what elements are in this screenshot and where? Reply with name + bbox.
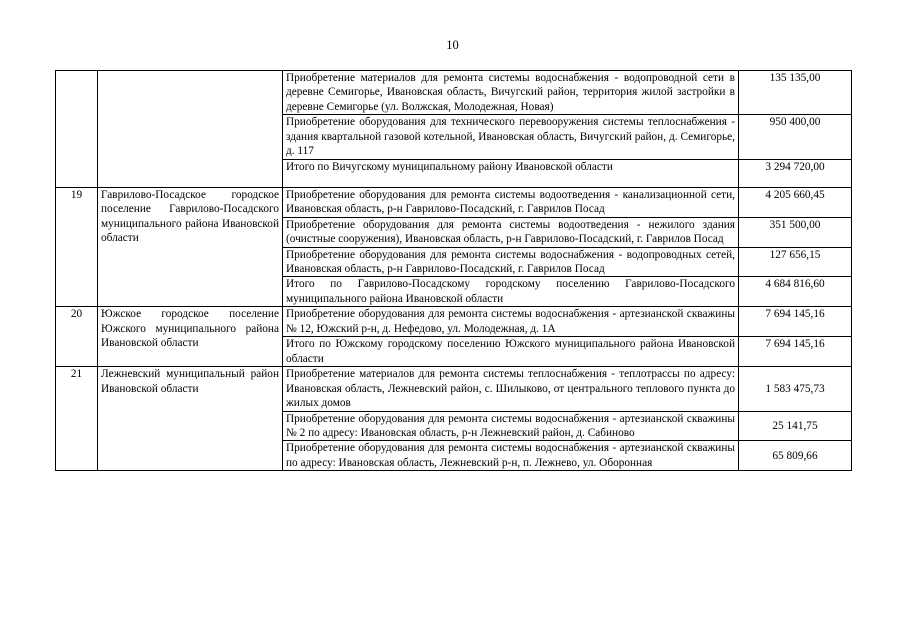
amount-cell: 127 656,15 [739,247,852,277]
row-number-cell [56,71,98,188]
description-cell: Приобретение оборудования для технического перевооружения системы теплоснабжения - здания квартальной газовой котельной, Ивановская область, Вичугский район, д. Семигорье, д. 117 [283,115,739,159]
municipality-cell [98,71,283,188]
description-cell: Приобретение материалов для ремонта системы водоснабжения - водопроводной сети в деревне Семигорье, Ивановская область, Вичугский район, территория жилой застройки в деревне Семигорье (ул. Волжская, Молодежная, Новая) [283,71,739,115]
description-cell: Приобретение оборудования для ремонта системы водоснабжения - артезианской скважины по адресу: Ивановская область, Лежневский р-н, п. Лежнево, ул. Оборонная [283,441,739,471]
amount-cell: 7 694 145,16 [739,307,852,337]
subtotal-description-cell: Итого по Южскому городскому поселению Южского муниципального района Ивановской области [283,337,739,367]
amount-cell: 1 583 475,73 [739,367,852,411]
description-cell: Приобретение оборудования для ремонта системы водоснабжения - водопроводных сетей, Ивановская область, р-н Гаврилово-Посадский, г. Гаврилов Посад [283,247,739,277]
amount-cell: 351 500,00 [739,217,852,247]
amount-cell: 135 135,00 [739,71,852,115]
table-row [56,71,852,115]
subtotal-amount-cell: 3 294 720,00 [739,159,852,187]
subtotal-amount-cell: 7 694 145,16 [739,337,852,367]
table-row [56,307,852,337]
amount-cell: 65 809,66 [739,441,852,471]
row-number-cell: 20 [56,307,98,367]
amount-cell: 25 141,75 [739,411,852,441]
description-cell: Приобретение оборудования для ремонта системы водоотведения - нежилого здания (очистные сооружения), Ивановская область, р-н Гаврилово-Посадский, г. Гаврилов Посад [283,217,739,247]
description-cell: Приобретение оборудования для ремонта системы водоснабжения - артезианской скважины № 12, Южский р-н, д. Нефедово, ул. Молодежная, д. 1А [283,307,739,337]
description-cell: Приобретение оборудования для ремонта системы водоснабжения - артезианской скважины № 2 по адресу: Ивановская область, р-н Лежневский район, д. Сабиново [283,411,739,441]
municipality-cell: Лежневский муниципальный район Ивановской области [98,367,283,471]
description-cell: Приобретение материалов для ремонта системы теплоснабжения - теплотрассы по адресу: Ивановская область, Лежневский район, с. Шилыково, от центрального теплового пункта до жилых домов [283,367,739,411]
subtotal-amount-cell: 4 684 816,60 [739,277,852,307]
description-cell: Приобретение оборудования для ремонта системы водоотведения - канализационной сети, Ивановская область, р-н Гаврилово-Посадский, г. Гаврилов Посад [283,187,739,217]
table-row [56,367,852,411]
row-number-cell: 21 [56,367,98,471]
subtotal-description-cell: Итого по Гаврилово-Посадскому городскому поселению Гаврилово-Посадского муниципального района Ивановской области [283,277,739,307]
municipality-cell: Гаврилово-Посадское городское поселение Гаврилово-Посадского муниципального района Ивановской области [98,187,283,307]
municipality-cell: Южское городское поселение Южского муниципального района Ивановской области [98,307,283,367]
row-number-cell: 19 [56,187,98,307]
page-number: 10 [446,38,459,52]
table-row [56,187,852,217]
amount-cell: 4 205 660,45 [739,187,852,217]
subtotal-description-cell: Итого по Вичугскому муниципальному району Ивановской области [283,159,739,187]
amount-cell: 950 400,00 [739,115,852,159]
allocation-table [55,70,852,471]
